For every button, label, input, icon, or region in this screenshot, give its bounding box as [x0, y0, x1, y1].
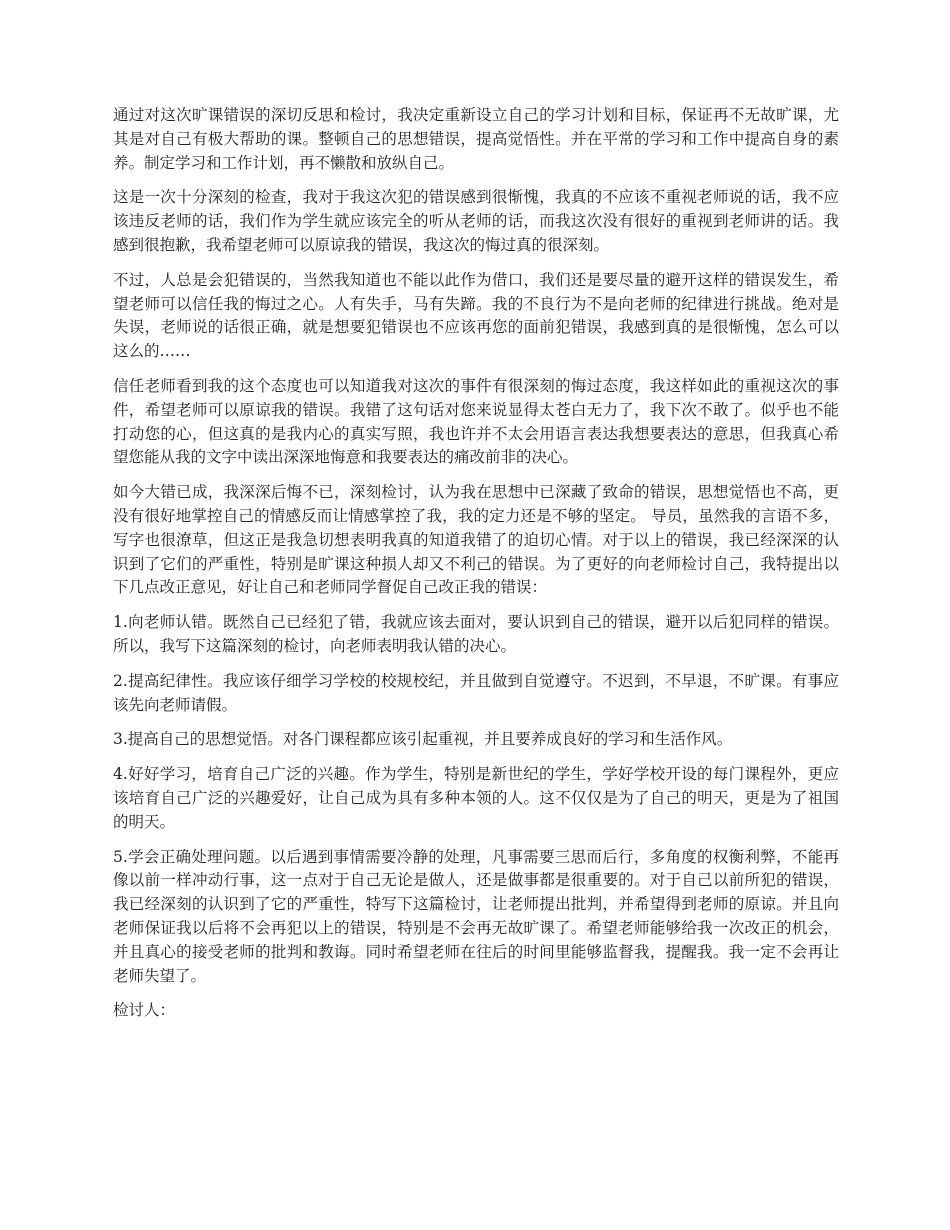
list-item-2: 2.提高纪律性。我应该仔细学习学校的校规校纪，并且做到自觉遵守。不迟到，不早退，不旷课。有事应该先向老师请假。	[113, 671, 839, 714]
list-item-3: 3.提高自己的思想觉悟。对各门课程都应该引起重视，并且要养成良好的学习和生活作风。	[113, 730, 733, 749]
signature-line: 检讨人：	[113, 1001, 176, 1020]
list-item-5: 5.学会正确处理问题。以后遇到事情需要冷静的处理，凡事需要三思而后行，多角度的权衡利弊，不能再像以前一样冲动行事，这一点对于自己无论是做人，还是做事都是很重要的。对于自己以前所犯的错误，我已经深刻的认识到了它的严重性，特写下这篇检讨，让老师提出批判，并希望得到老师的原谅。并且向老师保证我以后将不会再犯以上的错误，特别是不会再无故旷课了。希望老师能够给我一次改正的机会，并且真心的接受老师的批判和教诲。同时希望老师在往后的时间里能够监督我，提醒我。我一定不会再让老师失望了。	[113, 847, 839, 985]
paragraph-5: 如今大错已成，我深深后悔不已，深刻检讨，认为我在思想中已深藏了致命的错误，思想觉悟也不高，更没有很好地掌控自己的情感反而让情感掌控了我，我的定力还是不够的坚定。 导员，虽然我的言语不多，写字也很潦草，但这正是我急切想表明我真的知道我错了的迫切心情。对于以上的错误，我已经深深的认识到了它们的严重性，特别是旷课这种损人却又不利己的错误。为了更好的向老师检讨自己，我特提出以下几点改正意见，好让自己和老师同学督促自己改正我的错误：	[113, 483, 839, 597]
paragraph-2: 这是一次十分深刻的检查，我对于我这次犯的错误感到很惭愧，我真的不应该不重视老师说的话，我不应该违反老师的话，我们作为学生就应该完全的听从老师的话，而我这次没有很好的重视到老师讲的话。我感到很抱歉，我希望老师可以原谅我的错误，我这次的悔过真的很深刻。	[113, 188, 839, 254]
list-item-1: 1.向老师认错。既然自己已经犯了错，我就应该去面对，要认识到自己的错误，避开以后犯同样的错误。所以，我写下这篇深刻的检讨，向老师表明我认错的决心。	[113, 613, 839, 655]
list-item-4: 4.好好学习，培育自己广泛的兴趣。作为学生，特别是新世纪的学生，学好学校开设的每门课程外，更应该培育自己广泛的兴趣爱好，让自己成为具有多种本领的人。这不仅仅是为了自己的明天，更是为了祖国的明天。	[113, 765, 839, 831]
paragraph-4: 信任老师看到我的这个态度也可以知道我对这次的事件有很深刻的悔过态度，我这样如此的重视这次的事件，希望老师可以原谅我的错误。我错了这句话对您来说显得太苍白无力了，我下次不敢了。似乎也不能打动您的心，但这真的是我内心的真实写照，我也许并不太会用语言表达我想要表达的意思，但我真心希望您能从我的文字中读出深深地悔意和我要表达的痛改前非的决心。	[113, 376, 839, 467]
paragraph-3: 不过，人总是会犯错误的，当然我知道也不能以此作为借口，我们还是要尽量的避开这样的错误发生，希望老师可以信任我的悔过之心。人有失手，马有失蹄。我的不良行为不是向老师的纪律进行挑战。绝对是失误，老师说的话很正确，就是想要犯错误也不应该再您的面前犯错误，我感到真的是很惭愧，怎么可以这么的……	[113, 270, 839, 361]
paragraph-1: 通过对这次旷课错误的深切反思和检讨，我决定重新设立自己的学习计划和目标，保证再不无故旷课，尤其是对自己有极大帮助的课。整顿自己的思想错误，提高觉悟性。并在平常的学习和工作中提高自身的素养。制定学习和工作计划，再不懒散和放纵自己。	[113, 106, 839, 172]
document-page	[113, 104, 839, 1023]
